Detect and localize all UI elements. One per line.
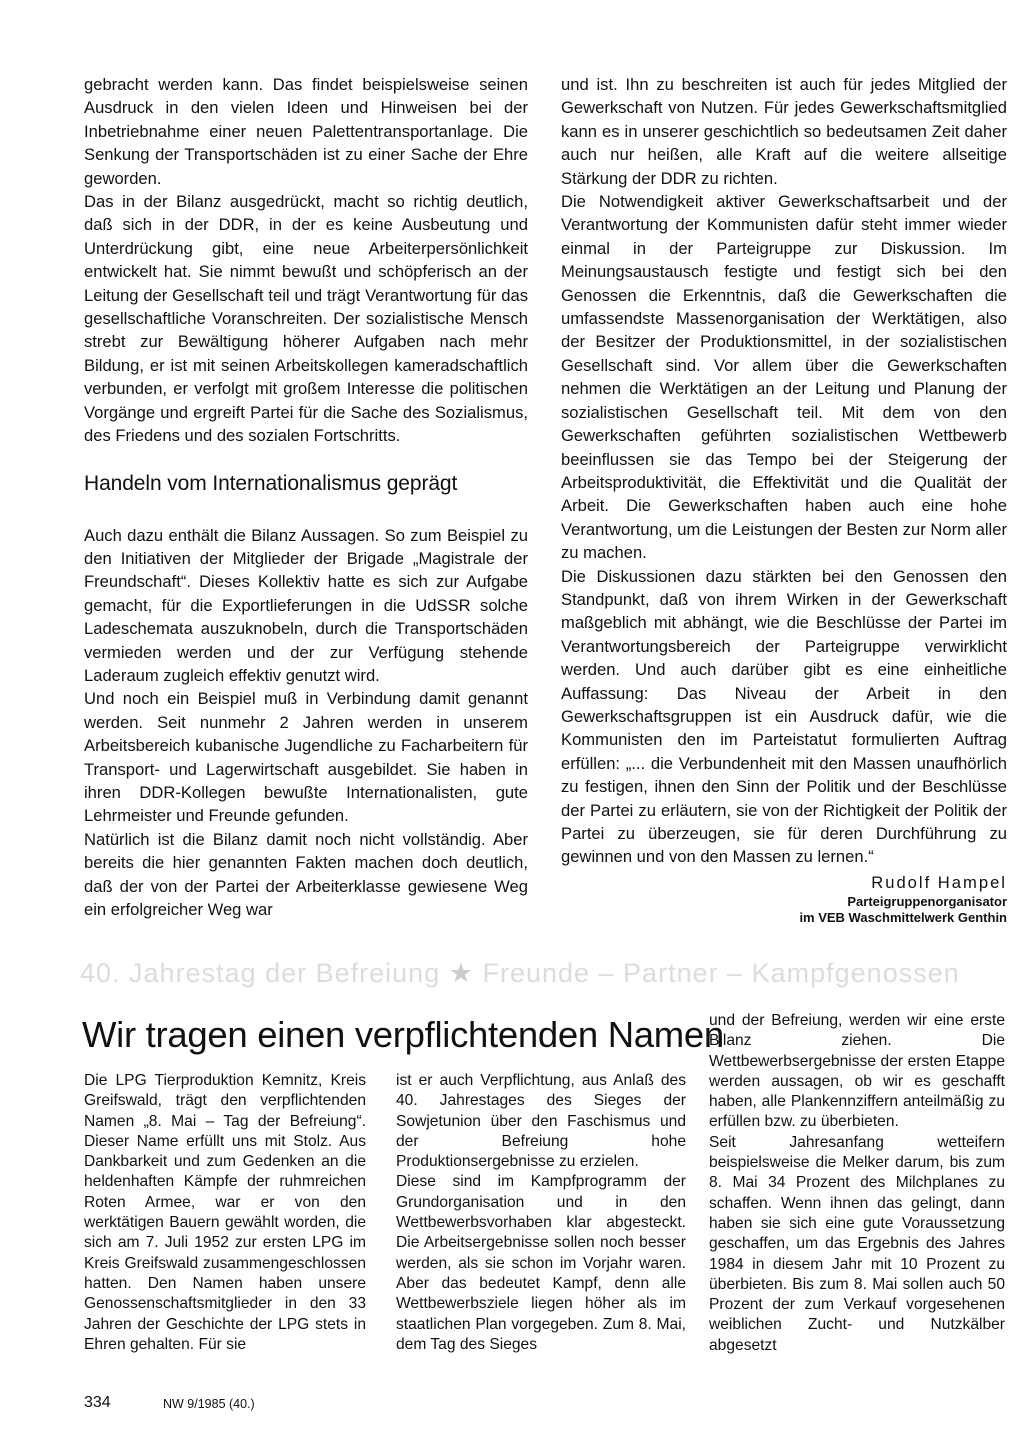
banner-left-text: 40. Jahrestag der Befreiung <box>80 958 441 988</box>
banner-right-text: Freunde – Partner – Kampfgenossen <box>482 958 960 988</box>
paragraph: Natürlich ist die Bilanz damit noch nicht vollständig. Aber bereits die hier genannten Fakten machen doch deutlich, daß der von der Partei der Arbeiterklasse gewiesene Weg ein erfolgreicher Weg war <box>84 829 528 919</box>
author-role: Parteigruppenorganisator <box>847 894 1007 910</box>
article2-column-3 <box>709 1011 1005 1356</box>
article2-column-1 <box>84 1071 366 1355</box>
paragraph: Seit Jahresanfang wetteifern beispielsweise die Melker darum, bis zum 8. Mai 34 Prozent des Milchplanes zu schaffen. Wenn ihnen das gelingt, dann haben sie sich eine gute Voraussetzung geschaffen, um das Ergebnis des Jahres 1984 in diesem Jahr mit 10 Prozent zu überbieten. Bis zum 8. Mai sollen auch 50 Prozent der zum Verkauf vorgesehenen weiblichen Zucht- und Nutzkälber abgesetzt <box>709 1133 1005 1354</box>
author-organization: im VEB Waschmittelwerk Genthin <box>799 910 1007 926</box>
paragraph: Die LPG Tierproduktion Kemnitz, Kreis Greifswald, trägt den verpflichtenden Namen „8. Mai – Tag der Befreiung“. Dieser Name erfüllt uns mit Stolz. Aus Dankbarkeit und zum Gedenken an die heldenhaften Kämpfe der ruhmreichen Roten Armee, war er von den werktätigen Bauern gewählt worden, die sich am 7. Juli 1952 zur ersten LPG im Kreis Greifswald zusammengeschlossen hatten. Den Namen haben unsere Genossenschaftsmitglieder in den 33 Jahren der Geschichte der LPG stets in Ehren gehalten. Für sie <box>84 1072 366 1353</box>
article-headline: Wir tragen einen verpflichtenden Namen <box>82 1014 724 1055</box>
page-number: 334 <box>84 1394 111 1411</box>
section-banner <box>80 953 1010 993</box>
article-right-column <box>561 73 1007 926</box>
issue-label: NW 9/1985 (40.) <box>163 1397 255 1411</box>
section-subheading: Handeln vom Internationalismus geprägt <box>84 471 458 495</box>
paragraph: Das in der Bilanz ausgedrückt, macht so richtig deutlich, daß sich in der DDR, in der es keine Ausbeutung und Unterdrückung gibt, eine neue Arbeiterpersönlichkeit entwickelt hat. Sie nimmt bewußt und schöpferisch an der Leitung der Gesellschaft teil und trägt Verantwortung für das gesellschaftliche Voranschreiten. Der sozialistische Mensch strebt zur Bewältigung höherer Aufgaben nach mehr Bildung, er ist mit seinen Arbeitskollegen kameradschaftlich verbunden, er verfolgt mit großem Interesse die politischen Vorgänge und ergreift Partei für die Sache des Sozialismus, des Friedens und des sozialen Fortschritts. <box>84 192 528 446</box>
paragraph: und der Befreiung, werden wir eine erste Bilanz ziehen. Die Wettbewerbsergebnisse der ersten Etappe werden aussagen, ob wir es geschafft haben, alle Plankennziffern anteilmäßig zu erfüllen bzw. zu überbieten. <box>709 1012 1005 1131</box>
paragraph: gebracht werden kann. Das findet beispielsweise seinen Ausdruck in den vielen Ideen und Hinweisen bei der Inbetriebnahme einer neuen Palettentransportanlage. Die Senkung der Transportschäden ist zu einer Sache der Ehre geworden. <box>84 75 528 188</box>
author-name: Rudolf Hampel <box>871 872 1007 892</box>
paragraph: Auch dazu enthält die Bilanz Aussagen. So zum Beispiel zu den Initiativen der Mitglieder der Brigade „Magistrale der Freundschaft“. Dieses Kollektiv hatte es sich zur Aufgabe gemacht, für die Exportlieferungen in die UdSSR solche Ladeschemata auszuknobeln, durch die Transportschäden vermieden werden und der zur Verfügung stehende Laderaum zugleich effektiv genutzt wird. <box>84 525 528 685</box>
article2-column-2 <box>396 1071 686 1355</box>
paragraph: Die Notwendigkeit aktiver Gewerkschaftsarbeit und der Verantwortung der Kommunisten dafür steht immer wieder einmal in der Parteigruppe zur Diskussion. Im Meinungsaustausch festigte und festigt sich bei den Genossen die Erkenntnis, daß die Gewerkschaften die umfassendste Massenorganisation der Werktätigen, also der Besitzer der Produktionsmittel, in der sozialistischen Gesellschaft sind. Vor allem über die Gewerkschaften nehmen die Werktätigen an der Leitung und Planung der sozialistischen Gesellschaft teil. Mit dem von den Gewerkschaften geführten sozialistischen Wettbewerb beeinflussen sie das Tempo bei der Steigerung der Arbeitsproduktivität, die Effektivität und die Qualität der Arbeit. Die Gewerkschaften haben auch eine hohe Verantwortung, um die Leistungen der Besten zur Norm aller zu machen. <box>561 192 1007 563</box>
paragraph: ist er auch Verpflichtung, aus Anlaß des 40. Jahrestages des Sieges der Sowjetunion über den Faschismus und der Befreiung hohe Produktionsergebnisse zu erzielen. <box>396 1072 686 1171</box>
article-left-column <box>84 73 528 921</box>
paragraph: Die Diskussionen dazu stärkten bei den Genossen den Standpunkt, daß von ihrem Wirken in der Gewerkschaft maßgeblich mit abhängt, wie die Beschlüsse der Partei im Verantwortungsbereich der Parteigruppe verwirklicht werden. Und auch darüber gibt es eine einheitliche Auffassung: Das Niveau der Arbeit in den Gewerkschaftsgruppen ist ein Ausdruck dafür, wie die Kommunisten den im Parteistatut formulierten Auftrag erfüllen: „... die Verbundenheit mit den Massen unaufhörlich zu festigen, ihnen den Sinn der Politik und der Beschlüsse der Partei zu erläutern, sie von der Richtigkeit der Politik der Partei zu überzeugen, sie für deren Durchführung zu gewinnen und von den Massen zu lernen.“ <box>561 566 1007 867</box>
star-icon: ★ <box>448 958 474 988</box>
paragraph: Und noch ein Beispiel muß in Verbindung damit genannt werden. Seit nunmehr 2 Jahren werden in unserem Arbeitsbereich kubanische Jugendliche zu Facharbeitern für Transport- und Lagerwirtschaft ausgebildet. Sie haben in ihren DDR-Kollegen bewußte Internationalisten, gute Lehrmeister und Freunde gefunden. <box>84 689 528 826</box>
paragraph: und ist. Ihn zu beschreiten ist auch für jedes Mitglied der Gewerkschaft von Nutzen. Für jedes Gewerkschaftsmitglied kann es in unserer geschichtlich so bedeutsamen Zeit daher auch nur heißen, alle Kraft auf die weitere allseitige Stärkung der DDR zu richten. <box>561 75 1007 188</box>
paragraph: Diese sind im Kampfprogramm der Grundorganisation und in den Wettbewerbsvorhaben klar abgesteckt. Die Arbeitsergebnisse sollen noch besser werden, als sie schon im Vorjahr waren. Aber das bedeutet Kampf, denn alle Wettbewerbsziele liegen höher als im staatlichen Plan vorgegeben. Zum 8. Mai, dem Tag des Sieges <box>396 1173 686 1353</box>
